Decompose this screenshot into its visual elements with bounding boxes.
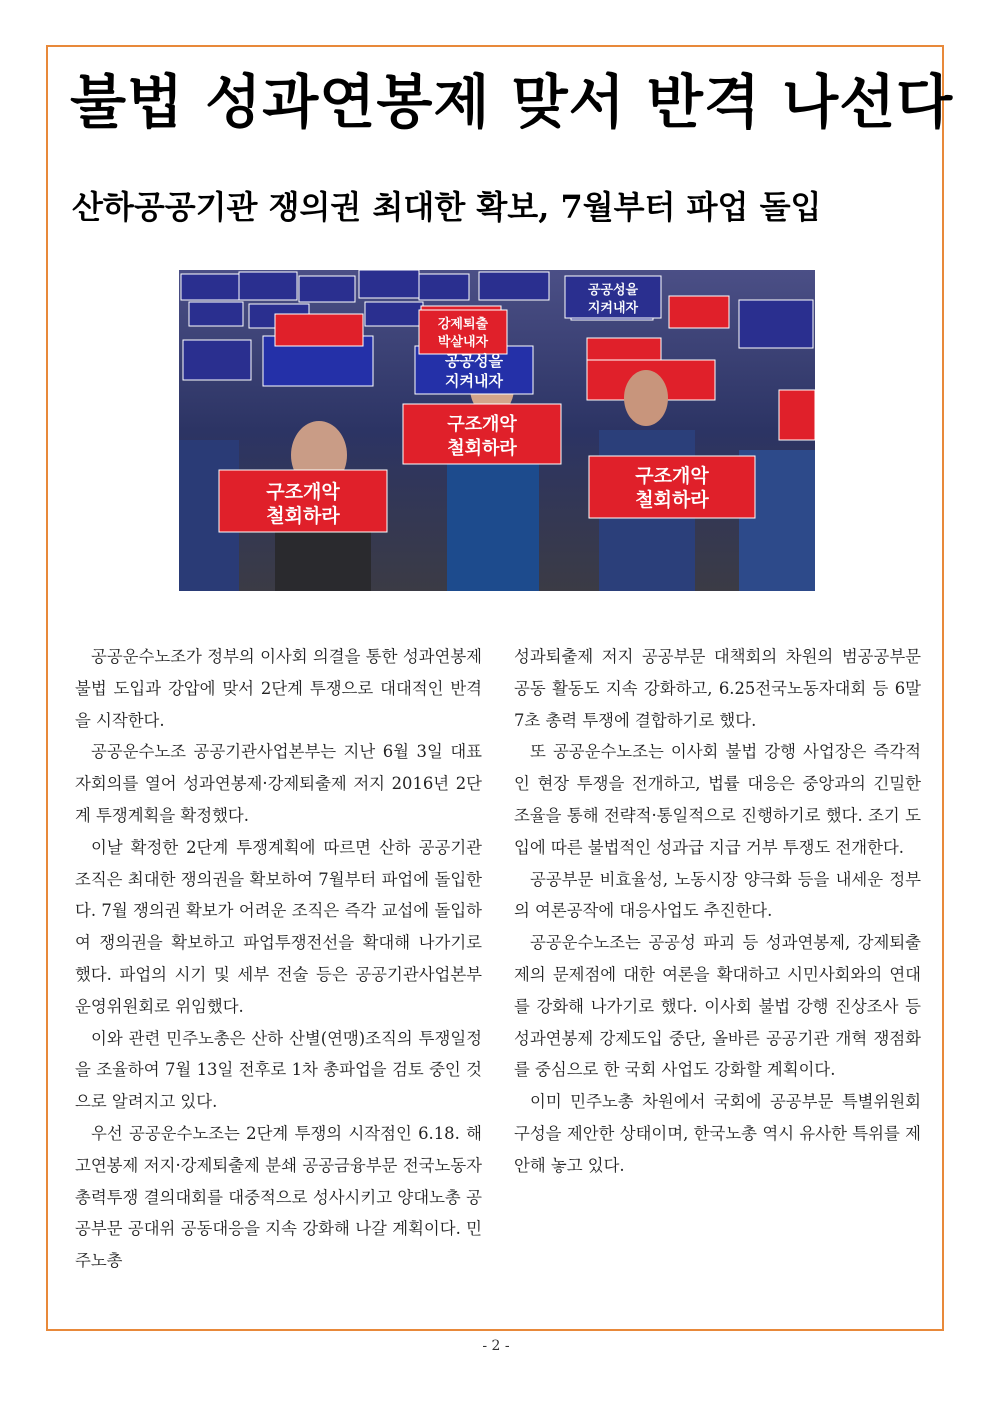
paragraph: 공공운수노조 공공기관사업본부는 지난 6월 3일 대표자회의를 열어 성과연봉제·강제퇴출제 저지 2016년 2단계 투쟁계획을 확정했다. [75, 742, 482, 825]
paragraph: 공공운수노조가 정부의 이사회 의결을 통한 성과연봉제 불법 도입과 강압에 맞서 2단계 투쟁으로 대대적인 반격을 시작한다. [75, 647, 482, 730]
sign-top-line1: 강제퇴출 [437, 317, 489, 332]
sign-center-line1: 구조개악 [447, 414, 517, 435]
paragraph: 이와 관련 민주노총은 산하 산별(연맹)조직의 투쟁일정을 조율하여 7월 13일 전후로 1차 총파업을 검토 중인 것으로 알려지고 있다. [75, 1028, 482, 1112]
paragraph: 성과퇴출제 저지 공공부문 대책회의 차원의 범공공부문 공동 활동도 지속 강화하고, 6.25전국노동자대회 등 6말7초 총력 투쟁에 결합하기로 했다. [514, 647, 921, 730]
paragraph: 공공운수노조는 공공성 파괴 등 성과연봉제, 강제퇴출제의 문제점에 대한 여론을 확대하고 시민사회와의 연대를 강화해 나가기로 했다. 이사회 불법 강행 진상조사 등 성과연봉제 강제도입 중단, 올바른 공공기관 개혁 쟁점화를 중심으로 한 국회 사업도 강화할 계획이다. [514, 933, 921, 1080]
subheadline: 산하공공기관 쟁의권 최대한 확보, 7월부터 파업 돌입 [72, 188, 822, 226]
article-column-right [514, 641, 921, 1182]
headline: 불법 성과연봉제 맞서 반격 나선다 [70, 68, 954, 136]
sign-blue-line2: 지켜내자 [445, 372, 503, 390]
sign-left-line2: 철회하라 [266, 505, 340, 527]
paragraph: 우선 공공운수노조는 2단계 투쟁의 시작점인 6.18. 해고연봉제 저지·강제퇴출제 분쇄 공공금융부문 전국노동자 총력투쟁 결의대회를 대중적으로 성사시키고 양대노총 공공부문 공대위 공동대응을 지속 강화해 나갈 계획이다. 민주노총 [75, 1123, 482, 1271]
sign-blue-line1: 공공성을 [445, 352, 503, 370]
paragraph: 이미 민주노총 차원에서 국회에 공공부문 특별위원회 구성을 제안한 상태이며, 한국노총 역시 유사한 특위를 제안해 놓고 있다. [514, 1092, 921, 1175]
protest-photo [179, 270, 815, 591]
paragraph: 공공부문 비효율성, 노동시장 양극화 등을 내세운 정부의 여론공작에 대응사업도 추진한다. [514, 869, 921, 921]
sign-topright-line1: 공공성을 [587, 283, 639, 298]
sign-left-line1: 구조개악 [266, 481, 340, 503]
sign-top-line2: 박살내자 [437, 335, 489, 350]
sign-center-line2: 철회하라 [447, 438, 517, 459]
sign-right-line1: 구조개악 [635, 465, 709, 487]
sign-right-line2: 철회하라 [635, 489, 709, 511]
paragraph: 또 공공운수노조는 이사회 불법 강행 사업장은 즉각적인 현장 투쟁을 전개하고, 법률 대응은 중앙과의 긴밀한 조율을 통해 전략적·통일적으로 진행하기로 했다. 조기 도입에 따른 불법적인 성과급 지급 거부 투쟁도 전개한다. [514, 742, 921, 857]
sign-topright-line2: 지켜내자 [587, 301, 639, 316]
page-number: - 2 - [482, 1338, 510, 1354]
paragraph: 이날 확정한 2단계 투쟁계획에 따르면 산하 공공기관 조직은 최대한 쟁의권을 확보하여 7월부터 파업에 돌입한다. 7월 쟁의권 확보가 어려운 조직은 즉각 교섭에 돌입하여 쟁의권을 확보하고 파업투쟁전선을 확대해 나가기로 했다. 파업의 시기 및 세부 전술 등은 공공기관사업본부 운영위원회로 위임했다. [75, 837, 482, 1016]
article-column-left [75, 641, 482, 1277]
